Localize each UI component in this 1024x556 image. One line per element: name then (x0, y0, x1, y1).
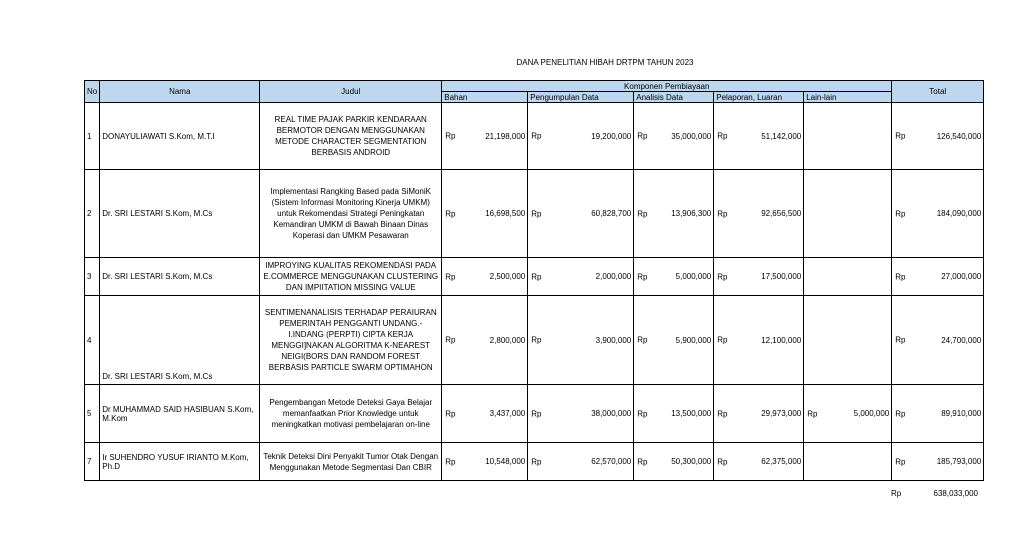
row-pengumpulan (528, 170, 634, 258)
row-pengumpulan (528, 385, 634, 443)
amount: 60,828,700 (591, 209, 632, 218)
amount: 16,698,500 (485, 209, 526, 218)
row-pelaporan (714, 170, 804, 258)
amount: 24,700,000 (941, 335, 982, 345)
row-total (892, 296, 984, 385)
row-lain (804, 385, 892, 443)
amount: 13,906,300 (671, 209, 712, 218)
header-judul: Judul (260, 81, 442, 103)
row-nama: Dr. SRI LESTARI S.Kom, M.Cs (100, 296, 260, 385)
row-judul: IMPROYING KUALITAS REKOMENDASI PADA E.COMMERCE MENGGUNAKAN CLUSTERING DAN IMPIITATION MISSING VALUE (260, 258, 442, 296)
amount: 2,000,000 (595, 272, 632, 281)
row-pengumpulan (528, 258, 634, 296)
row-analisis (634, 258, 714, 296)
currency-label: Rp (531, 335, 542, 345)
currency-label: Rp (445, 272, 456, 281)
amount: 10,548,000 (485, 457, 526, 466)
amount: 35,000,000 (671, 131, 712, 141)
document-title: DANA PENELITIAN HIBAH DRTPM TAHUN 2023 (516, 58, 694, 67)
amount: 185,793,000 (936, 457, 982, 466)
grand-total-amount: 638,033,000 (933, 489, 978, 498)
row-total (892, 258, 984, 296)
row-judul: Implementasi Rangking Based pada SiMoniK (Sistem Informasi Monitoring Kinerja UMKM) untuk Rekomendasi Strategi Peningkatan Kemandiran UMKM di Bawah Binaan Dinas Koperasi dan UMKM Pesawaran (260, 170, 442, 258)
amount: 5,900,000 (675, 335, 712, 345)
row-bahan (442, 258, 528, 296)
row-analisis (634, 170, 714, 258)
amount: 17,500,000 (761, 272, 802, 281)
currency-label: Rp (637, 457, 648, 466)
currency-label: Rp (531, 209, 542, 218)
amount: 184,090,000 (936, 209, 982, 218)
header-nama: Nama (100, 81, 260, 103)
amount: 13,500,000 (671, 409, 712, 418)
currency-label: Rp (637, 335, 648, 345)
amount: 89,910,000 (941, 409, 982, 418)
row-no: 3 (85, 258, 100, 296)
row-judul: REAL TIME PAJAK PARKIR KENDARAAN BERMOTOR DENGAN MENGGUNAKAN METODE CHARACTER SEGMENTATION BERBASIS ANDROID (260, 103, 442, 170)
row-pelaporan (714, 385, 804, 443)
table-row (85, 103, 984, 170)
row-analisis (634, 385, 714, 443)
row-nama: DONAYULIAWATI S.Kom, M.T.I (100, 103, 260, 170)
currency-label: Rp (445, 209, 456, 218)
row-bahan (442, 296, 528, 385)
table-row (85, 296, 984, 385)
table-row (85, 170, 984, 258)
row-analisis (634, 443, 714, 481)
row-bahan (442, 103, 528, 170)
amount: 3,437,000 (489, 409, 526, 418)
row-pelaporan (714, 296, 804, 385)
currency-label: Rp (717, 272, 728, 281)
row-pelaporan (714, 443, 804, 481)
amount: 92,656,500 (761, 209, 802, 218)
currency-label: Rp (531, 457, 542, 466)
amount: 51,142,000 (761, 131, 802, 141)
currency-label: Rp (895, 209, 906, 218)
row-bahan (442, 443, 528, 481)
row-nama: Dr MUHAMMAD SAID HASIBUAN S.Kom, M.Kom (100, 385, 260, 443)
amount: 3,900,000 (595, 335, 632, 345)
amount: 5,000,000 (675, 272, 712, 281)
currency-label: Rp (717, 409, 728, 418)
currency-label: Rp (717, 131, 728, 141)
currency-label: Rp (717, 209, 728, 218)
funding-table (84, 80, 984, 481)
header-lain: Lain-lain (804, 92, 892, 103)
row-judul: Teknik Deteksi Dini Penyakit Tumor Otak Dengan Menggunakan Metode Segmentasi Dan CBIR (260, 443, 442, 481)
amount: 29,973,000 (761, 409, 802, 418)
amount: 27,000,000 (941, 272, 982, 281)
amount: 21,198,000 (485, 131, 526, 141)
row-lain (804, 443, 892, 481)
currency-label: Rp (445, 457, 456, 466)
row-lain (804, 258, 892, 296)
currency-label: Rp (717, 335, 728, 345)
row-analisis (634, 103, 714, 170)
row-no: 7 (85, 443, 100, 481)
row-lain (804, 170, 892, 258)
currency-label: Rp (445, 131, 456, 141)
row-judul: SENTIMENANALISIS TERHADAP PERAIURAN PEMERINTAH PENGGANTI UNDANG.- I.INDANG (PERPTI) CIPTA KERJA MENGGI]NAKAN ALGORITMA K-NEAREST NEIGI(BORS DAN RANDOM FOREST BERBASIS PARTICLE SWARM OPTIMAHON (260, 296, 442, 385)
currency-label: Rp (891, 489, 902, 498)
header-pengumpulan: Pengumpulan Data (528, 92, 634, 103)
table-row (85, 258, 984, 296)
amount: 2,500,000 (489, 272, 526, 281)
header-bahan: Bahan (442, 92, 528, 103)
currency-label: Rp (895, 272, 906, 281)
header-total: Total (892, 81, 984, 103)
currency-label: Rp (531, 409, 542, 418)
row-pelaporan (714, 103, 804, 170)
currency-label: Rp (895, 131, 906, 141)
row-total (892, 170, 984, 258)
currency-label: Rp (717, 457, 728, 466)
amount: 126,540,000 (936, 131, 982, 141)
currency-label: Rp (637, 209, 648, 218)
row-no: 5 (85, 385, 100, 443)
currency-label: Rp (637, 272, 648, 281)
currency-label: Rp (895, 335, 906, 345)
row-pelaporan (714, 258, 804, 296)
header-no: No (85, 81, 100, 103)
amount: 62,375,000 (761, 457, 802, 466)
row-bahan (442, 170, 528, 258)
row-judul: Pengembangan Metode Deteksi Gaya Belajar memanfaatkan Prior Knowledge untuk meningkatkan motivasi pembelajaran on-line (260, 385, 442, 443)
row-lain (804, 103, 892, 170)
currency-label: Rp (807, 409, 818, 418)
amount: 19,200,000 (591, 131, 632, 141)
amount: 12,100,000 (761, 335, 802, 345)
row-nama: Dr. SRI LESTARI S.Kom, M.Cs (100, 258, 260, 296)
currency-label: Rp (531, 272, 542, 281)
table-row (85, 443, 984, 481)
amount: 62,570,000 (591, 457, 632, 466)
currency-label: Rp (895, 409, 906, 418)
row-no: 4 (85, 296, 100, 385)
row-total (892, 443, 984, 481)
header-pelaporan: Pelaporan, Luaran (714, 92, 804, 103)
row-bahan (442, 385, 528, 443)
row-pengumpulan (528, 296, 634, 385)
row-total (892, 103, 984, 170)
row-nama: Dr. SRI LESTARI S.Kom, M.Cs (100, 170, 260, 258)
currency-label: Rp (895, 457, 906, 466)
row-total (892, 385, 984, 443)
currency-label: Rp (531, 131, 542, 141)
header-analisis: Analisis Data (634, 92, 714, 103)
row-pengumpulan (528, 443, 634, 481)
currency-label: Rp (637, 409, 648, 418)
header-komponen: Komponen Pembiayaan (442, 81, 892, 92)
row-nama: Ir SUHENDRO YUSUF IRIANTO M.Kom, Ph.D (100, 443, 260, 481)
amount: 50,300,000 (671, 457, 712, 466)
table-row (85, 385, 984, 443)
row-no: 1 (85, 103, 100, 170)
row-analisis (634, 296, 714, 385)
row-pengumpulan (528, 103, 634, 170)
currency-label: Rp (445, 409, 456, 418)
amount: 2,800,000 (489, 335, 526, 345)
currency-label: Rp (445, 335, 456, 345)
amount: 5,000,000 (853, 409, 890, 418)
currency-label: Rp (637, 131, 648, 141)
row-lain (804, 296, 892, 385)
row-no: 2 (85, 170, 100, 258)
amount: 38,000,000 (591, 409, 632, 418)
